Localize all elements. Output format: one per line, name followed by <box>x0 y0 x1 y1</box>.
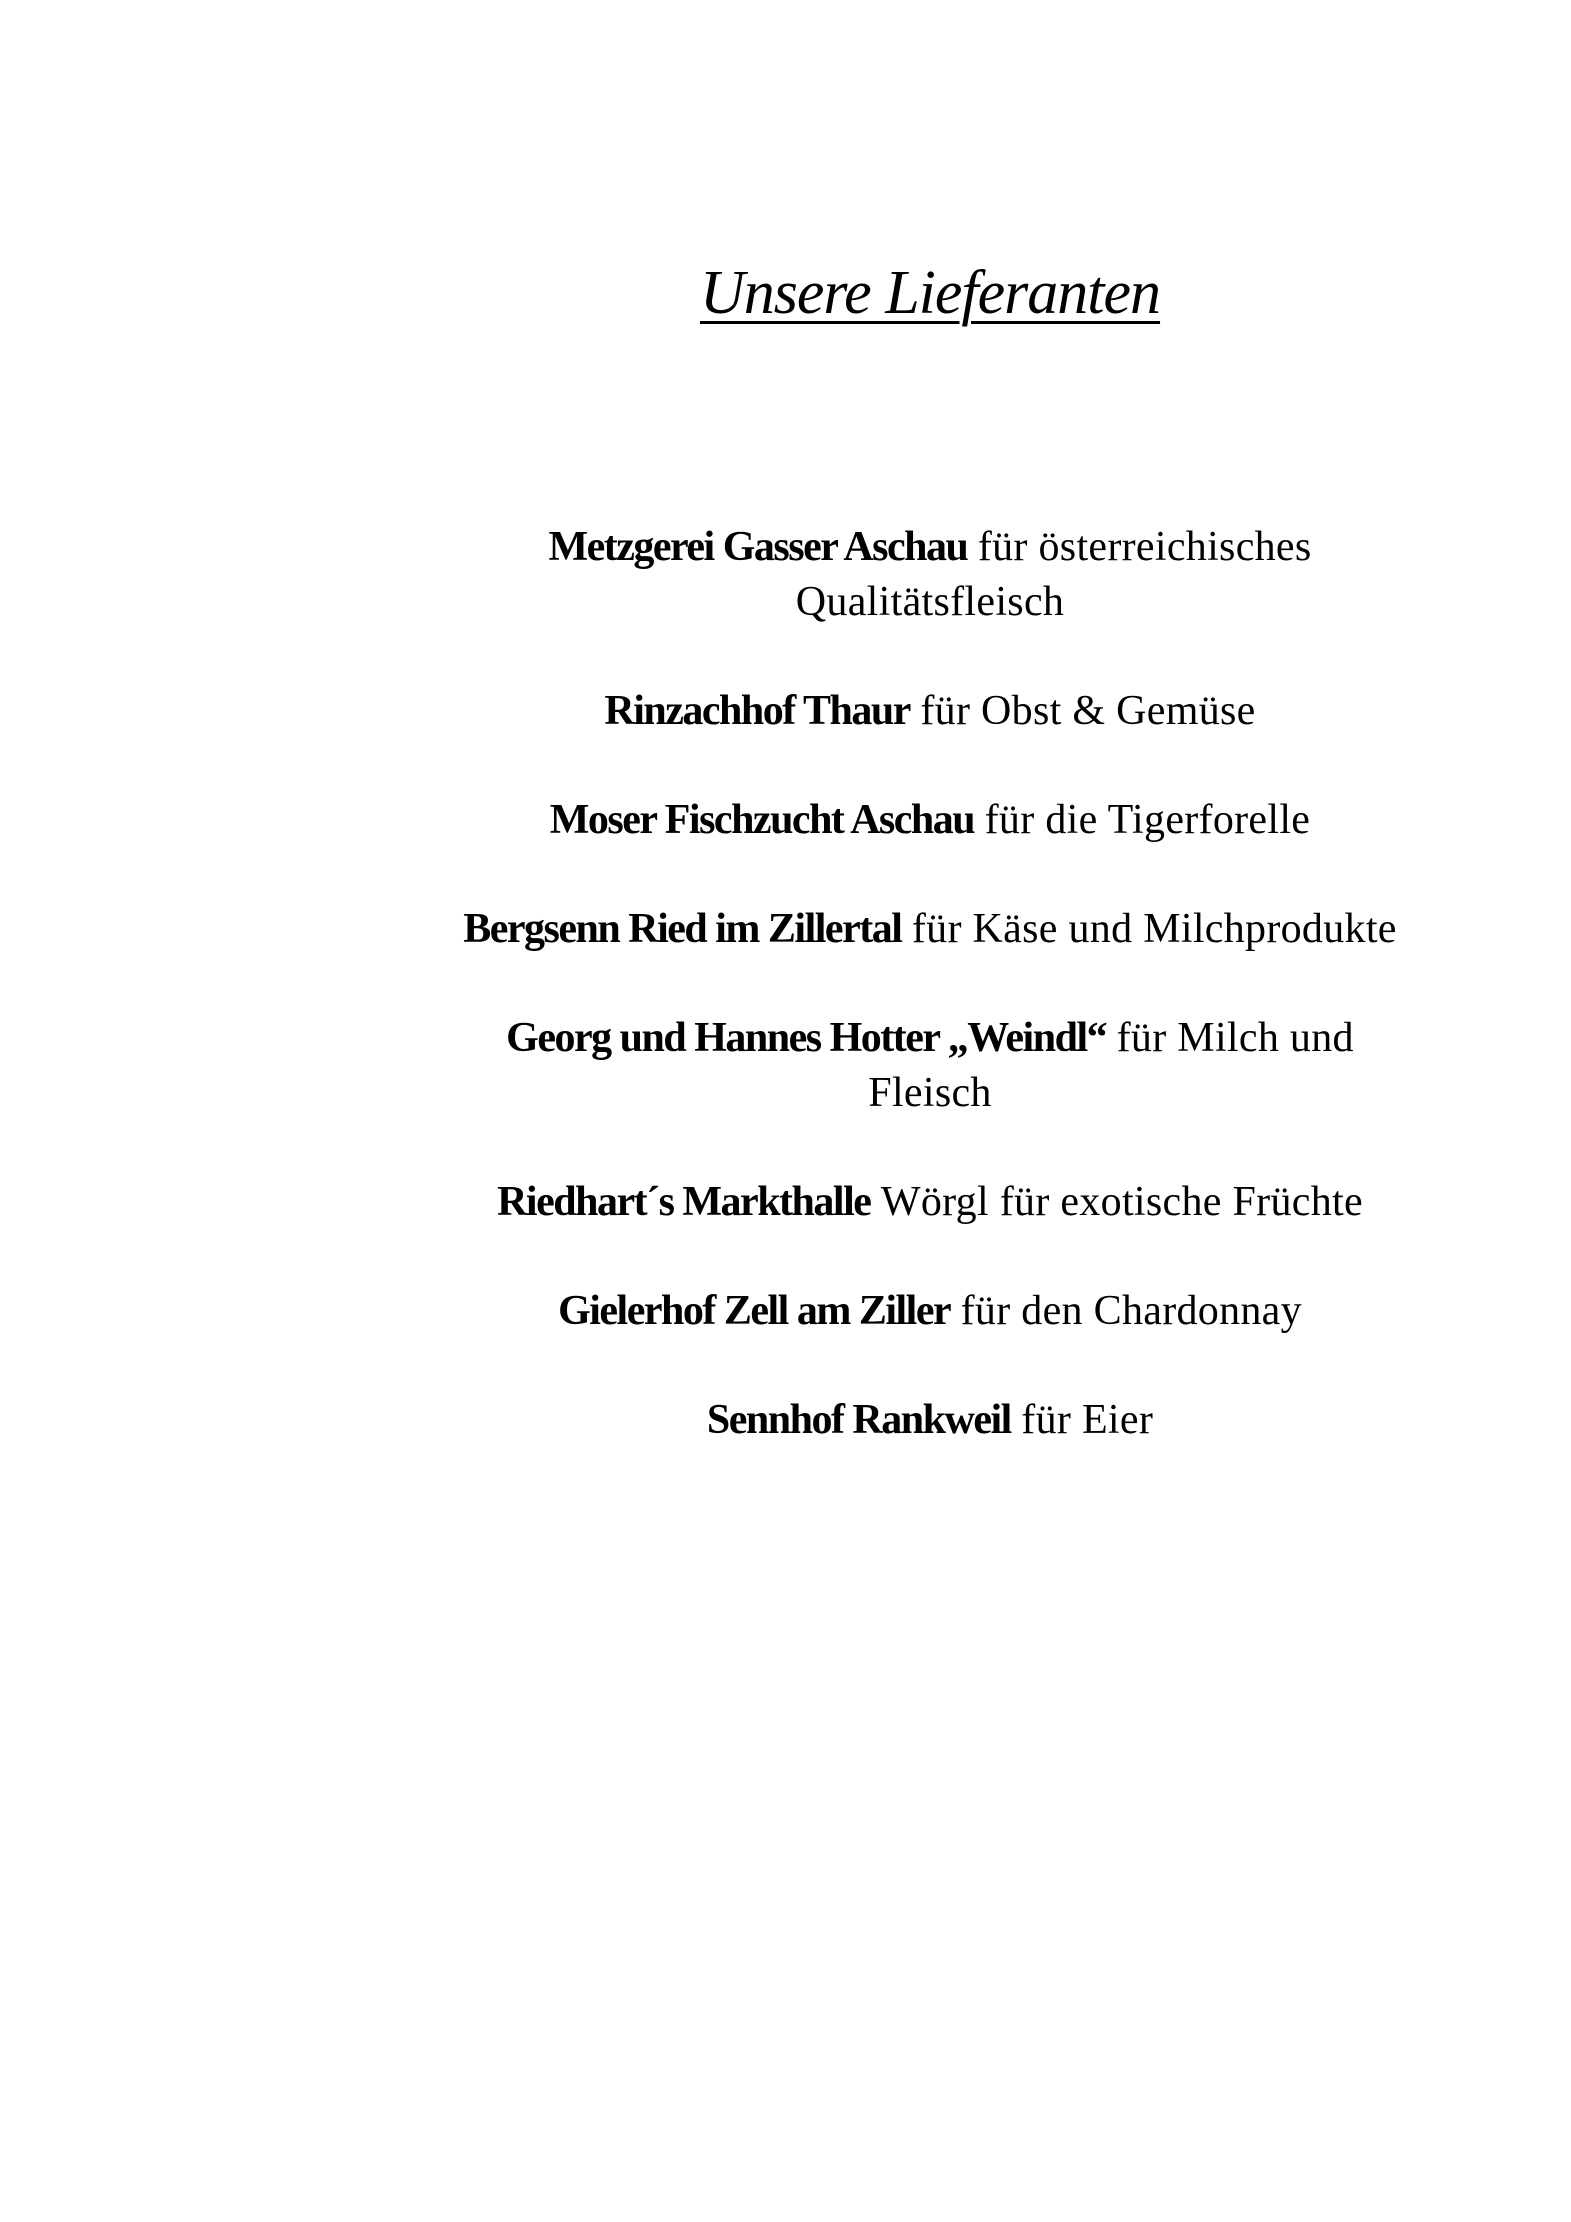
supplier-list <box>380 520 1480 1502</box>
supplier-description: für österreichisches <box>977 524 1312 570</box>
supplier-name: Metzgerei Gasser Aschau <box>548 524 968 570</box>
supplier-name: Georg und Hannes Hotter „Weindl“ <box>506 1015 1107 1061</box>
supplier-item-riedhart <box>380 1175 1480 1230</box>
supplier-description-continued: Fleisch <box>868 1070 992 1116</box>
supplier-name: Moser Fischzucht Aschau <box>549 797 975 843</box>
supplier-name: Riedhart´s Markthalle <box>497 1179 871 1225</box>
supplier-description: Wörgl für exotische Früchte <box>880 1179 1363 1225</box>
supplier-item-metzgerei-gasser <box>380 520 1480 630</box>
supplier-item-rinzachhof <box>380 684 1480 739</box>
supplier-description: für Käse und Milchprodukte <box>911 906 1397 952</box>
supplier-name: Bergsenn Ried im Zillertal <box>463 906 902 952</box>
supplier-description: für den Chardonnay <box>960 1288 1302 1334</box>
supplier-item-bergsenn <box>380 902 1480 957</box>
supplier-description: für Milch und <box>1116 1015 1354 1061</box>
supplier-item-hotter-weindl <box>380 1011 1480 1121</box>
supplier-name: Sennhof Rankweil <box>706 1397 1011 1443</box>
supplier-name: Gielerhof Zell am Ziller <box>558 1288 951 1334</box>
document-title: Unsere Lieferanten <box>699 259 1161 327</box>
supplier-description-continued: Qualitätsfleisch <box>795 579 1065 625</box>
supplier-item-sennhof <box>380 1393 1480 1448</box>
supplier-description: für Obst & Gemüse <box>920 688 1256 734</box>
supplier-description: für Eier <box>1021 1397 1154 1443</box>
supplier-item-moser-fischzucht <box>380 793 1480 848</box>
supplier-item-gielerhof <box>380 1284 1480 1339</box>
supplier-name: Rinzachhof Thaur <box>604 688 910 734</box>
supplier-description: für die Tigerforelle <box>984 797 1311 843</box>
